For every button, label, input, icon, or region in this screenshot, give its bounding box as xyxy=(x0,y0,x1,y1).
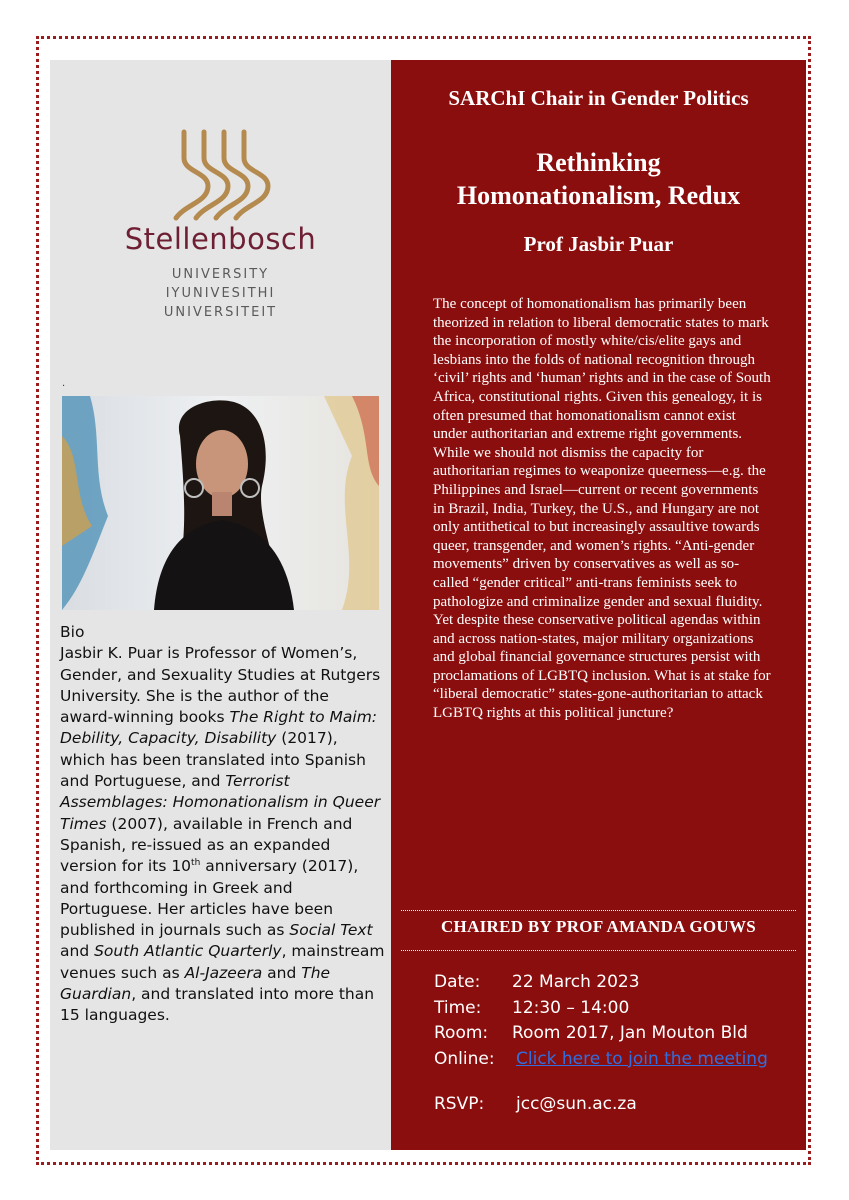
book-title-1: The Right to Maim: Debility, Capacity, Disability xyxy=(60,708,378,748)
abstract-text: The concept of homonationalism has primarily been theorized in relation to liberal democratic states to mark the incorporation of mostly white/cis/elite gays and lesbians into the folds of national recognition through ‘civil’ rights and ‘human’ rights and in the case of South Africa, constitutional rights. Given this genealogy, it is often presumed that homonationalism cannot exist under authoritarian and extreme right governments. While we should not dismiss the capacity for authoritarian regimes to weaponize queerness—e.g. the Philippines and Israel—current or recent governments in Brazil, India, Turkey, the U.S., and Hungary are not only antithetical to but increasingly assaultive towards queer, transgender, and women’s rights. “Anti-gender movements” driven by conservatives as well as so-called “gender critical” anti-trans feminists seek to pathologize and criminalize gender and sexual fluidity. Yet despite these conservative political agendas within and across nation-states, major military organizations and global financial governance structures persist with proclamations of LGBTQ inclusion. What is at stake for “liberal democratic” states-gone-authoritarian to attack LGBTQ rights at this political juncture? xyxy=(433,296,771,722)
journal-1: Social Text xyxy=(289,921,373,940)
date-row xyxy=(434,970,768,996)
online-label: Online: xyxy=(434,1048,495,1069)
event-details xyxy=(434,970,768,1072)
book-title-2: Terrorist Assemblages: Homonationalism in Queer Times xyxy=(60,772,381,833)
divider-bottom xyxy=(401,950,796,951)
talk-title: Rethinking Homonationalism, Redux xyxy=(456,148,741,210)
bio-text: Jasbir K. Puar is Professor of Women’s, Gender, and Sexuality Studies at Rutgers University. She is the author of the award-winning books The Right to Maim: Debility, Capacity, Disability (2017), which has been translated into Spanish and Portuguese, and Terrorist Assemblages: Homonationalism in Queer Times (2007), available in French and Spanish, re-issued as an expanded version for its 10th anniversary (2017), and forthcoming in Greek and Portuguese. Her articles have been published in journals such as Social Text and South Atlantic Quarterly, mainstream venues such as Al-Jazeera and The Guardian, and translated into more than 15 languages. xyxy=(60,644,385,1025)
university-sub-afrikaans: UNIVERSITEIT xyxy=(163,305,278,320)
online-row xyxy=(434,1047,768,1073)
stray-period: . xyxy=(62,378,66,389)
venue-1: Al-Jazeera xyxy=(184,963,263,982)
time-label: Time: xyxy=(434,997,482,1018)
university-name: Stellenbosch xyxy=(124,222,317,256)
university-sub-xhosa: IYUNIVESITHI xyxy=(165,286,276,301)
rsvp-row xyxy=(434,1094,637,1114)
meeting-link[interactable]: Click here to join the meeting xyxy=(516,1048,768,1069)
room-label: Room: xyxy=(434,1023,489,1043)
room-value: Room 2017, Jan Mouton Bld xyxy=(512,1023,748,1043)
time-row xyxy=(434,996,768,1022)
room-row xyxy=(434,1021,768,1047)
speaker-photo xyxy=(62,396,379,610)
date-value: 22 March 2023 xyxy=(512,972,640,992)
time-value: 12:30 – 14:00 xyxy=(512,997,630,1018)
university-sub-english: UNIVERSITY xyxy=(171,267,270,282)
date-label: Date: xyxy=(434,972,481,992)
chair-title: SARChI Chair in Gender Politics xyxy=(448,86,749,110)
divider-top xyxy=(401,910,796,911)
chaired-by: CHAIRED BY PROF AMANDA GOUWS xyxy=(440,917,757,936)
rsvp-email[interactable]: jcc@sun.ac.za xyxy=(516,1094,637,1114)
rsvp-label: RSVP: xyxy=(434,1094,485,1114)
bio-section xyxy=(60,622,385,1027)
bio-heading: Bio xyxy=(60,623,85,641)
left-panel xyxy=(50,60,391,1150)
venue-2: The Guardian xyxy=(60,963,331,1004)
stellenbosch-logo-icon xyxy=(164,128,276,224)
journal-2: South Atlantic Quarterly xyxy=(94,942,282,961)
right-panel xyxy=(391,60,806,1150)
speaker-name: Prof Jasbir Puar xyxy=(523,232,674,256)
